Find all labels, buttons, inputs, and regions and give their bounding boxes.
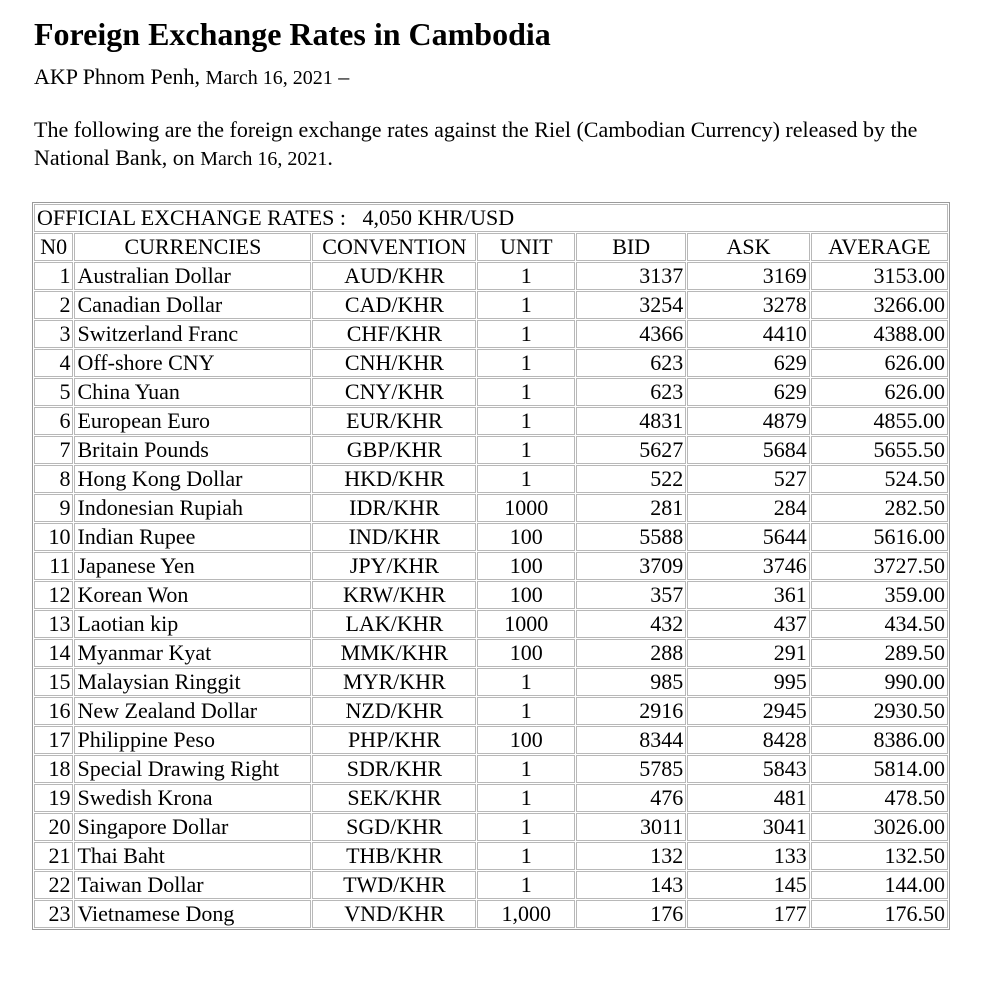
convention-cell: IDR/KHR <box>312 494 476 522</box>
row-number: 1 <box>34 262 73 290</box>
table-row <box>34 668 948 696</box>
unit-cell: 1 <box>477 668 575 696</box>
bid-cell: 985 <box>576 668 686 696</box>
row-number: 5 <box>34 378 73 406</box>
currency-name: Hong Kong Dollar <box>74 465 311 493</box>
table-row <box>34 262 948 290</box>
bid-cell: 5785 <box>576 755 686 783</box>
currency-name: Vietnamese Dong <box>74 900 311 928</box>
bid-cell: 357 <box>576 581 686 609</box>
row-number: 11 <box>34 552 73 580</box>
bid-cell: 5627 <box>576 436 686 464</box>
intro-end: . <box>327 145 333 170</box>
row-number: 8 <box>34 465 73 493</box>
ask-cell: 3041 <box>687 813 810 841</box>
ask-cell: 361 <box>687 581 810 609</box>
average-cell: 990.00 <box>811 668 948 696</box>
unit-cell: 1 <box>477 871 575 899</box>
unit-cell: 1 <box>477 262 575 290</box>
unit-cell: 1 <box>477 697 575 725</box>
average-cell: 176.50 <box>811 900 948 928</box>
convention-cell: NZD/KHR <box>312 697 476 725</box>
unit-cell: 1 <box>477 407 575 435</box>
unit-cell: 1 <box>477 320 575 348</box>
ask-cell: 133 <box>687 842 810 870</box>
bid-cell: 476 <box>576 784 686 812</box>
currency-name: Laotian kip <box>74 610 311 638</box>
average-cell: 144.00 <box>811 871 948 899</box>
currency-name: Malaysian Ringgit <box>74 668 311 696</box>
ask-cell: 284 <box>687 494 810 522</box>
row-number: 13 <box>34 610 73 638</box>
bid-cell: 3011 <box>576 813 686 841</box>
table-row <box>34 465 948 493</box>
dateline <box>34 62 349 93</box>
unit-cell: 100 <box>477 581 575 609</box>
header-currencies: CURRENCIES <box>74 233 311 261</box>
row-number: 21 <box>34 842 73 870</box>
currency-name: Thai Baht <box>74 842 311 870</box>
currency-name: Indian Rupee <box>74 523 311 551</box>
average-cell: 282.50 <box>811 494 948 522</box>
header-average: AVERAGE <box>811 233 948 261</box>
row-number: 18 <box>34 755 73 783</box>
average-cell: 5814.00 <box>811 755 948 783</box>
ask-cell: 5843 <box>687 755 810 783</box>
table-row <box>34 378 948 406</box>
convention-cell: MMK/KHR <box>312 639 476 667</box>
ask-cell: 4879 <box>687 407 810 435</box>
ask-cell: 2945 <box>687 697 810 725</box>
ask-cell: 3746 <box>687 552 810 580</box>
bid-cell: 8344 <box>576 726 686 754</box>
intro-text: The following are the foreign exchange rates against the Riel (Cambodian Currency) released by the National Bank, on <box>34 117 918 170</box>
table-row <box>34 726 948 754</box>
row-number: 15 <box>34 668 73 696</box>
average-cell: 8386.00 <box>811 726 948 754</box>
exchange-rates-table <box>32 202 950 930</box>
ask-cell: 629 <box>687 378 810 406</box>
row-number: 19 <box>34 784 73 812</box>
ask-cell: 145 <box>687 871 810 899</box>
unit-cell: 1 <box>477 436 575 464</box>
bid-cell: 2916 <box>576 697 686 725</box>
unit-cell: 1 <box>477 291 575 319</box>
unit-cell: 100 <box>477 552 575 580</box>
table-row <box>34 813 948 841</box>
average-cell: 524.50 <box>811 465 948 493</box>
currency-name: Philippine Peso <box>74 726 311 754</box>
convention-cell: CAD/KHR <box>312 291 476 319</box>
average-cell: 3727.50 <box>811 552 948 580</box>
convention-cell: THB/KHR <box>312 842 476 870</box>
currency-name: Japanese Yen <box>74 552 311 580</box>
dateline-source: AKP Phnom Penh, <box>34 64 201 89</box>
unit-cell: 1 <box>477 349 575 377</box>
bid-cell: 4831 <box>576 407 686 435</box>
table-row <box>34 755 948 783</box>
row-number: 4 <box>34 349 73 377</box>
ask-cell: 177 <box>687 900 810 928</box>
unit-cell: 1000 <box>477 494 575 522</box>
row-number: 9 <box>34 494 73 522</box>
average-cell: 478.50 <box>811 784 948 812</box>
convention-cell: CNY/KHR <box>312 378 476 406</box>
ask-cell: 5644 <box>687 523 810 551</box>
official-rate-row <box>34 204 948 232</box>
average-cell: 2930.50 <box>811 697 948 725</box>
unit-cell: 1 <box>477 378 575 406</box>
unit-cell: 1 <box>477 755 575 783</box>
ask-cell: 481 <box>687 784 810 812</box>
table-row <box>34 436 948 464</box>
row-number: 6 <box>34 407 73 435</box>
average-cell: 3153.00 <box>811 262 948 290</box>
average-cell: 626.00 <box>811 378 948 406</box>
average-cell: 5655.50 <box>811 436 948 464</box>
bid-cell: 522 <box>576 465 686 493</box>
convention-cell: AUD/KHR <box>312 262 476 290</box>
unit-cell: 1 <box>477 813 575 841</box>
row-number: 12 <box>34 581 73 609</box>
row-number: 22 <box>34 871 73 899</box>
header-ask: ASK <box>687 233 810 261</box>
table-row <box>34 871 948 899</box>
bid-cell: 3709 <box>576 552 686 580</box>
ask-cell: 3169 <box>687 262 810 290</box>
header-no: N0 <box>34 233 73 261</box>
header-bid: BID <box>576 233 686 261</box>
convention-cell: PHP/KHR <box>312 726 476 754</box>
convention-cell: EUR/KHR <box>312 407 476 435</box>
header-unit: UNIT <box>477 233 575 261</box>
table-row <box>34 900 948 928</box>
convention-cell: SGD/KHR <box>312 813 476 841</box>
convention-cell: VND/KHR <box>312 900 476 928</box>
currency-name: Switzerland Franc <box>74 320 311 348</box>
average-cell: 289.50 <box>811 639 948 667</box>
rate-rows <box>34 262 948 928</box>
intro-date: March 16, 2021 <box>200 148 328 170</box>
currency-name: Indonesian Rupiah <box>74 494 311 522</box>
convention-cell: LAK/KHR <box>312 610 476 638</box>
official-rate-label: OFFICIAL EXCHANGE RATES : 4,050 KHR/USD <box>34 204 948 232</box>
average-cell: 4855.00 <box>811 407 948 435</box>
unit-cell: 1 <box>477 784 575 812</box>
ask-cell: 3278 <box>687 291 810 319</box>
currency-name: Australian Dollar <box>74 262 311 290</box>
average-cell: 3266.00 <box>811 291 948 319</box>
currency-name: European Euro <box>74 407 311 435</box>
currency-name: Singapore Dollar <box>74 813 311 841</box>
ask-cell: 437 <box>687 610 810 638</box>
table-row <box>34 610 948 638</box>
ask-cell: 629 <box>687 349 810 377</box>
convention-cell: IND/KHR <box>312 523 476 551</box>
unit-cell: 100 <box>477 639 575 667</box>
average-cell: 359.00 <box>811 581 948 609</box>
currency-name: Myanmar Kyat <box>74 639 311 667</box>
ask-cell: 4410 <box>687 320 810 348</box>
convention-cell: JPY/KHR <box>312 552 476 580</box>
row-number: 14 <box>34 639 73 667</box>
unit-cell: 100 <box>477 726 575 754</box>
unit-cell: 1 <box>477 842 575 870</box>
convention-cell: KRW/KHR <box>312 581 476 609</box>
convention-cell: SEK/KHR <box>312 784 476 812</box>
bid-cell: 623 <box>576 378 686 406</box>
table-row <box>34 291 948 319</box>
currency-name: Taiwan Dollar <box>74 871 311 899</box>
currency-name: Britain Pounds <box>74 436 311 464</box>
bid-cell: 281 <box>576 494 686 522</box>
convention-cell: TWD/KHR <box>312 871 476 899</box>
currency-name: New Zealand Dollar <box>74 697 311 725</box>
convention-cell: MYR/KHR <box>312 668 476 696</box>
table-row <box>34 349 948 377</box>
header-convention: CONVENTION <box>312 233 476 261</box>
currency-name: China Yuan <box>74 378 311 406</box>
unit-cell: 100 <box>477 523 575 551</box>
bid-cell: 432 <box>576 610 686 638</box>
bid-cell: 176 <box>576 900 686 928</box>
convention-cell: GBP/KHR <box>312 436 476 464</box>
average-cell: 4388.00 <box>811 320 948 348</box>
average-cell: 5616.00 <box>811 523 948 551</box>
header-row <box>34 233 948 261</box>
table-row <box>34 784 948 812</box>
dateline-dash: – <box>338 64 350 89</box>
convention-cell: HKD/KHR <box>312 465 476 493</box>
table-row <box>34 320 948 348</box>
row-number: 23 <box>34 900 73 928</box>
ask-cell: 5684 <box>687 436 810 464</box>
row-number: 10 <box>34 523 73 551</box>
convention-cell: SDR/KHR <box>312 755 476 783</box>
row-number: 7 <box>34 436 73 464</box>
bid-cell: 3254 <box>576 291 686 319</box>
row-number: 20 <box>34 813 73 841</box>
table-row <box>34 697 948 725</box>
row-number: 2 <box>34 291 73 319</box>
bid-cell: 5588 <box>576 523 686 551</box>
average-cell: 3026.00 <box>811 813 948 841</box>
bid-cell: 132 <box>576 842 686 870</box>
ask-cell: 995 <box>687 668 810 696</box>
bid-cell: 623 <box>576 349 686 377</box>
currency-name: Swedish Krona <box>74 784 311 812</box>
intro-paragraph <box>34 116 964 173</box>
bid-cell: 288 <box>576 639 686 667</box>
currency-name: Canadian Dollar <box>74 291 311 319</box>
bid-cell: 4366 <box>576 320 686 348</box>
average-cell: 434.50 <box>811 610 948 638</box>
page-title: Foreign Exchange Rates in Cambodia <box>34 16 551 52</box>
average-cell: 626.00 <box>811 349 948 377</box>
convention-cell: CNH/KHR <box>312 349 476 377</box>
row-number: 16 <box>34 697 73 725</box>
unit-cell: 1000 <box>477 610 575 638</box>
currency-name: Off-shore CNY <box>74 349 311 377</box>
currency-name: Special Drawing Right <box>74 755 311 783</box>
ask-cell: 527 <box>687 465 810 493</box>
convention-cell: CHF/KHR <box>312 320 476 348</box>
bid-cell: 3137 <box>576 262 686 290</box>
table-row <box>34 581 948 609</box>
average-cell: 132.50 <box>811 842 948 870</box>
dateline-date: March 16, 2021 <box>205 67 333 89</box>
table-row <box>34 552 948 580</box>
row-number: 3 <box>34 320 73 348</box>
table-row <box>34 407 948 435</box>
ask-cell: 8428 <box>687 726 810 754</box>
unit-cell: 1 <box>477 465 575 493</box>
table-row <box>34 639 948 667</box>
table-row <box>34 842 948 870</box>
table-row <box>34 494 948 522</box>
row-number: 17 <box>34 726 73 754</box>
currency-name: Korean Won <box>74 581 311 609</box>
table-row <box>34 523 948 551</box>
ask-cell: 291 <box>687 639 810 667</box>
unit-cell: 1,000 <box>477 900 575 928</box>
bid-cell: 143 <box>576 871 686 899</box>
